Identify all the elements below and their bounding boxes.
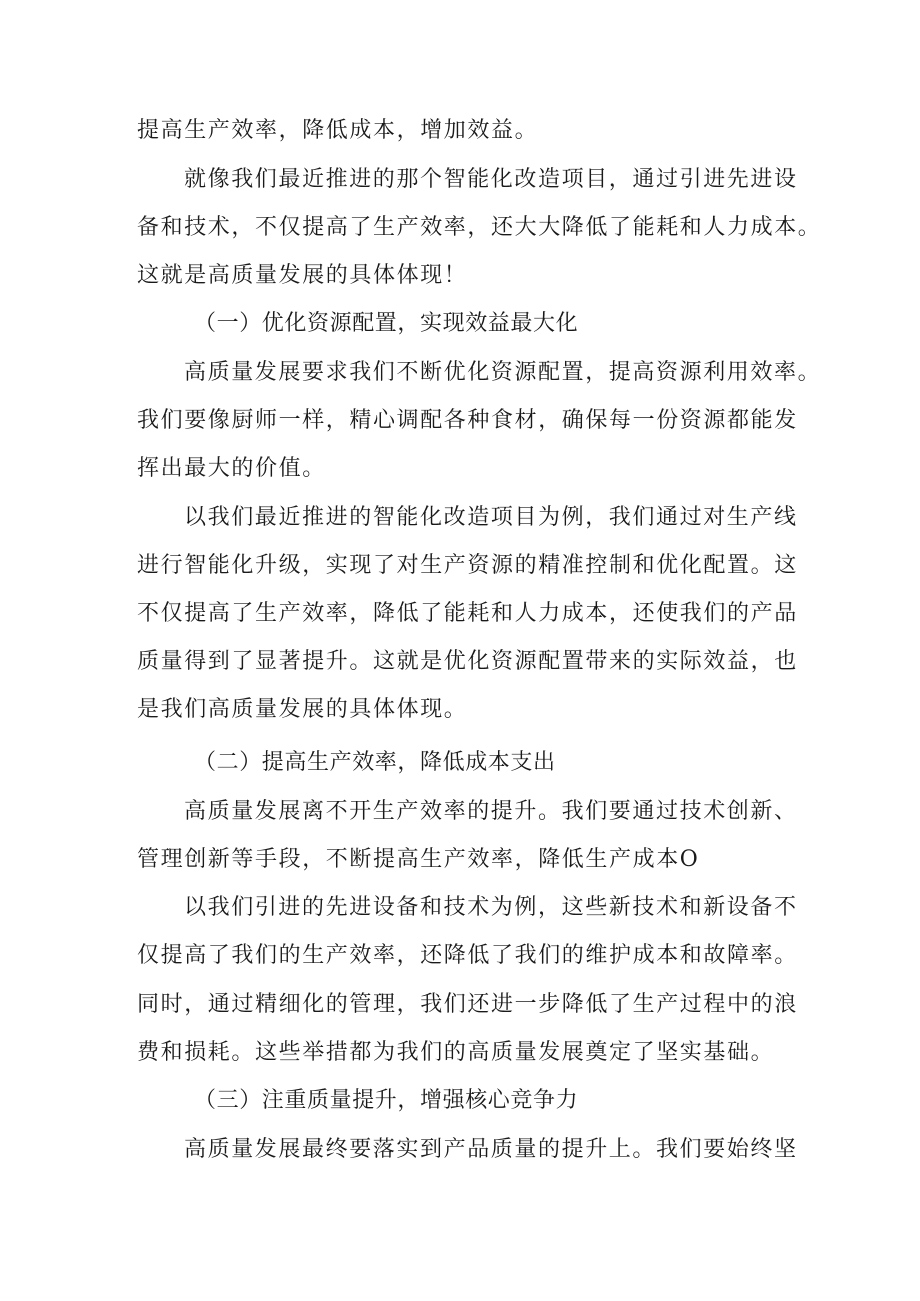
text-line [0,397,920,445]
text-content: 这就是高质量发展的具体体现！ [137,263,468,288]
text-content: 我们要像厨师一样，精心调配各种食材，确保每一份资源都能发 [137,408,798,433]
text-content: 管理创新等手段，不断提高生产效率，降低生产成本O [137,847,700,872]
text-content: 高质量发展要求我们不断优化资源配置，提高资源利用效率。 [184,360,822,385]
text-line [0,349,920,397]
text-content: 费和损耗。这些举措都为我们的高质量发展奠定了坚实基础。 [137,1040,775,1065]
text-content: 高质量发展离不开生产效率的提升。我们要通过技术创新、 [184,799,798,824]
text-line [0,638,920,686]
heading-text: （三）注重质量提升，增强核心竞争力 [194,1088,579,1113]
text-line [0,686,920,734]
text-line [0,204,920,252]
text-content: 仅提高了我们的生产效率，还降低了我们的维护成本和故障率。 [137,943,798,968]
text-content: 不仅提高了生产效率，降低了能耗和人力成本，还使我们的产品 [137,601,798,626]
text-line [0,252,920,300]
text-content: 高质量发展最终要落实到产品质量的提升上。我们要始终坚 [184,1137,798,1162]
text-content: 质量得到了显著提升。这就是优化资源配置带来的实际效益，也 [137,649,798,674]
text-line [0,445,920,493]
text-line [0,788,920,836]
text-line [0,1029,920,1077]
text-content: 进行智能化升级，实现了对生产资源的精准控制和优化配置。这 [137,553,798,578]
text-line [0,107,920,155]
text-line [0,542,920,590]
text-line [0,884,920,932]
section-heading [0,300,920,348]
heading-text: （一）优化资源配置，实现效益最大化 [194,311,579,336]
text-content: 挥出最大的价值。 [137,456,326,481]
text-line [0,494,920,542]
text-content: 提高生产效率，降低成本，增加效益。 [137,118,539,143]
text-content: 以我们最近推进的智能化改造项目为例，我们通过对生产线 [184,505,798,530]
text-content: 是我们高质量发展的具体体现。 [137,697,468,722]
text-content: 以我们引进的先进设备和技术为例，这些新技术和新设备不 [184,895,798,920]
text-line [0,981,920,1029]
text-line [0,932,920,980]
text-line [0,836,920,884]
text-content: 就像我们最近推进的那个智能化改造项目，通过引进先进设 [184,167,798,192]
text-line [0,156,920,204]
heading-text: （二）提高生产效率，降低成本支出 [194,750,556,775]
section-heading [0,739,920,787]
text-content: 同时，通过精细化的管理，我们还进一步降低了生产过程中的浪 [137,992,798,1017]
text-line [0,1126,920,1174]
section-heading [0,1077,920,1125]
text-line [0,590,920,638]
text-content: 备和技术，不仅提高了生产效率，还大大降低了能耗和人力成本。 [137,215,822,240]
